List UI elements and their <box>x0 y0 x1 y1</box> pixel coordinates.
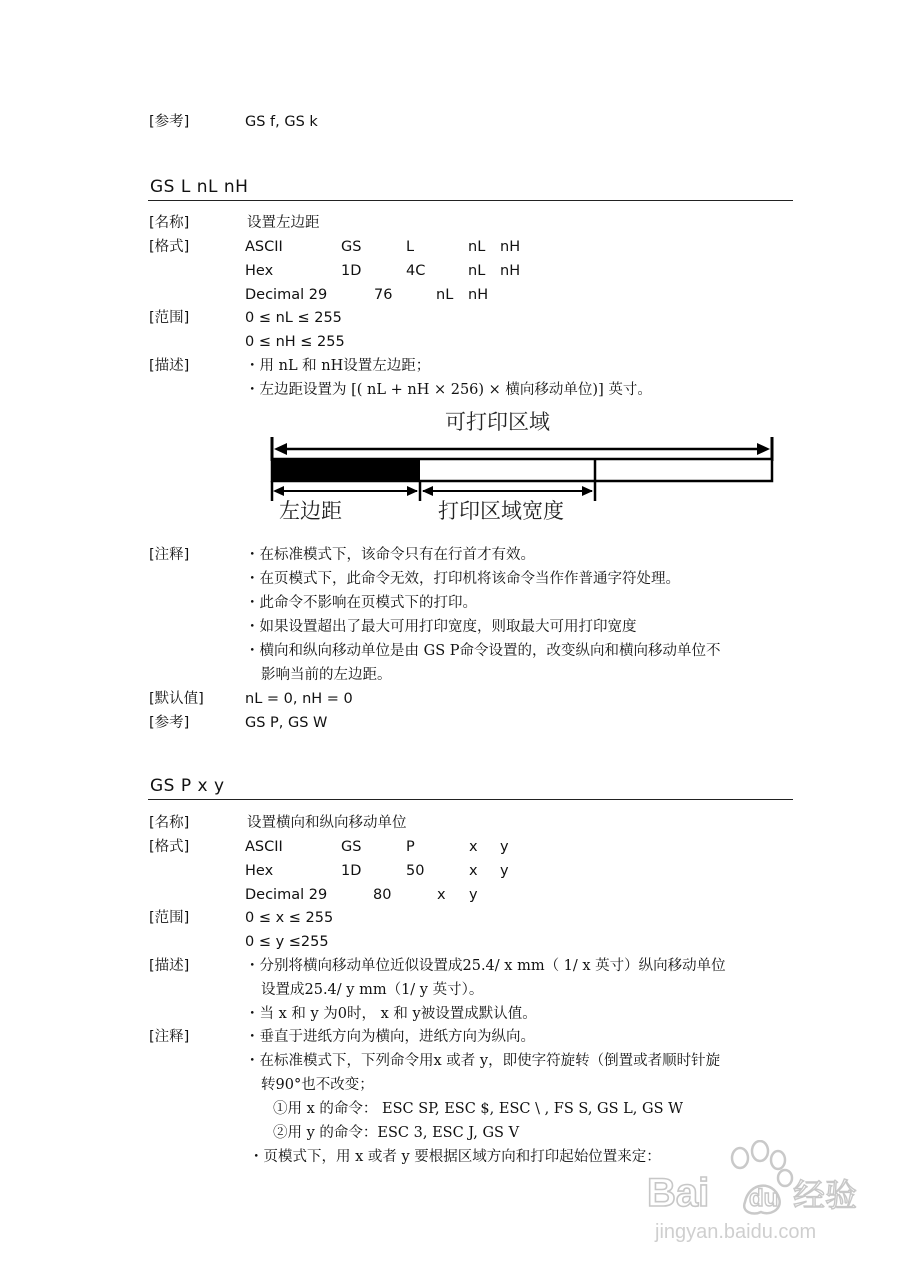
format-cell: nH <box>500 239 521 255</box>
desc-line: 设置成25.4/ y mm（1/ y 英寸）。 <box>261 982 484 998</box>
format-cell: x <box>469 863 478 879</box>
note-line: ①用 x 的命令： ESC SP, ESC $, ESC \ , FS S, GS L, GS W <box>273 1101 684 1117</box>
default-label: [默认值] <box>149 691 204 707</box>
left-margin-diagram <box>265 405 785 540</box>
format-cell: nH <box>468 287 489 303</box>
format-cell: x <box>437 887 446 903</box>
range-line: 0 ≤ nH ≤ 255 <box>245 334 345 350</box>
note-line: ・在标准模式下，该命令只有在行首才有效。 <box>245 547 535 563</box>
notes-label: [注释] <box>149 547 190 563</box>
command-name: 设置左边距 <box>247 215 320 231</box>
format-cell: y <box>469 887 478 903</box>
command-name: 设置横向和纵向移动单位 <box>247 815 407 831</box>
format-cell: ASCII <box>245 839 283 855</box>
note-line: 影响当前的左边距。 <box>261 667 392 683</box>
watermark-brand-du: du <box>749 1185 779 1212</box>
range-label: [范围] <box>149 910 190 926</box>
range-line: 0 ≤ nL ≤ 255 <box>245 310 342 326</box>
format-cell: GS <box>341 839 362 855</box>
name-label: [名称] <box>149 815 190 831</box>
format-cell: Hex <box>245 863 274 879</box>
section-heading-gs-l: GS L nL nH <box>150 177 249 197</box>
default-value: nL = 0, nH = 0 <box>245 691 353 707</box>
printable-area-label: 可打印区域 <box>445 410 550 434</box>
watermark-brand-cn: 经验 <box>793 1176 858 1214</box>
ref-value: GS P, GS W <box>245 715 328 731</box>
note-line: ・此命令不影响在页模式下的打印。 <box>245 595 477 611</box>
arrowhead <box>422 486 433 496</box>
section-divider <box>148 799 793 800</box>
baidu-paw-logo-icon <box>645 1140 885 1270</box>
name-label: [名称] <box>149 215 190 231</box>
format-cell: Decimal 29 <box>245 287 328 303</box>
print-width-label: 打印区域宽度 <box>438 499 564 523</box>
note-line: ②用 y 的命令：ESC 3, ESC J, GS V <box>273 1125 520 1141</box>
note-line: ・在标准模式下，下列命令用x 或者 y，即使字符旋转（倒置或者顺时针旋 <box>245 1053 721 1069</box>
notes-label: [注释] <box>149 1029 190 1045</box>
format-cell: 80 <box>373 887 392 903</box>
range-line: 0 ≤ x ≤ 255 <box>245 910 334 926</box>
section-divider <box>148 200 793 201</box>
format-cell: 1D <box>341 263 362 279</box>
diagram-svg <box>265 405 785 540</box>
ref-label: [参考] <box>149 715 190 731</box>
format-label: [格式] <box>149 839 190 855</box>
left-margin-label: 左边距 <box>279 499 342 523</box>
note-line: 转90°也不改变； <box>261 1077 374 1093</box>
format-cell: y <box>500 863 509 879</box>
range-label: [范围] <box>149 310 190 326</box>
top-ref-value: GS f, GS k <box>245 114 318 130</box>
left-margin-fill <box>272 459 420 481</box>
top-ref-label: [参考] <box>149 114 190 130</box>
section-heading-gs-p: GS P x y <box>150 776 225 796</box>
arrowhead <box>757 443 770 455</box>
format-cell: nL <box>468 239 486 255</box>
format-cell: GS <box>341 239 362 255</box>
arrowhead <box>582 486 593 496</box>
format-cell: 4C <box>406 263 426 279</box>
desc-line: ・当 x 和 y 为0时， x 和 y被设置成默认值。 <box>245 1006 537 1022</box>
note-line: ・垂直于进纸方向为横向，进纸方向为纵向。 <box>245 1029 535 1045</box>
format-cell: ASCII <box>245 239 283 255</box>
desc-label: [描述] <box>149 358 190 374</box>
format-cell: y <box>500 839 509 855</box>
format-cell: nL <box>468 263 486 279</box>
format-cell: P <box>406 839 415 855</box>
format-cell: Decimal 29 <box>245 887 328 903</box>
baidu-jingyan-watermark <box>645 1140 885 1270</box>
format-cell: 76 <box>374 287 393 303</box>
format-cell: 50 <box>406 863 425 879</box>
format-cell: L <box>406 239 415 255</box>
desc-label: [描述] <box>149 958 190 974</box>
note-line: ・在页模式下，此命令无效，打印机将该命令当作作普通字符处理。 <box>245 571 680 587</box>
range-line: 0 ≤ y ≤255 <box>245 934 329 950</box>
note-line: ・如果设置超出了最大可用打印宽度，则取最大可用打印宽度 <box>245 619 637 635</box>
watermark-brand-bai: Bai <box>647 1171 710 1215</box>
desc-line: ・用 nL 和 nH设置左边距； <box>245 358 431 374</box>
note-line: ・页模式下，用 x 或者 y 要根据区域方向和打印起始位置来定： <box>249 1149 661 1165</box>
format-cell: 1D <box>341 863 362 879</box>
format-label: [格式] <box>149 239 190 255</box>
format-cell: Hex <box>245 263 274 279</box>
arrowhead <box>273 486 284 496</box>
desc-line: ・分别将横向移动单位近似设置成25.4/ x mm（ 1/ x 英寸）纵向移动单位 <box>245 958 726 974</box>
arrowhead <box>274 443 287 455</box>
format-cell: nL <box>436 287 454 303</box>
desc-line: ・左边距设置为 [( nL + nH × 256) × 横向移动单位)] 英寸。 <box>245 382 652 398</box>
note-line: ・横向和纵向移动单位是由 GS P命令设置的，改变纵向和横向移动单位不 <box>245 643 721 659</box>
watermark-url: jingyan.baidu.com <box>655 1221 817 1243</box>
format-cell: nH <box>500 263 521 279</box>
format-cell: x <box>469 839 478 855</box>
arrowhead <box>407 486 418 496</box>
